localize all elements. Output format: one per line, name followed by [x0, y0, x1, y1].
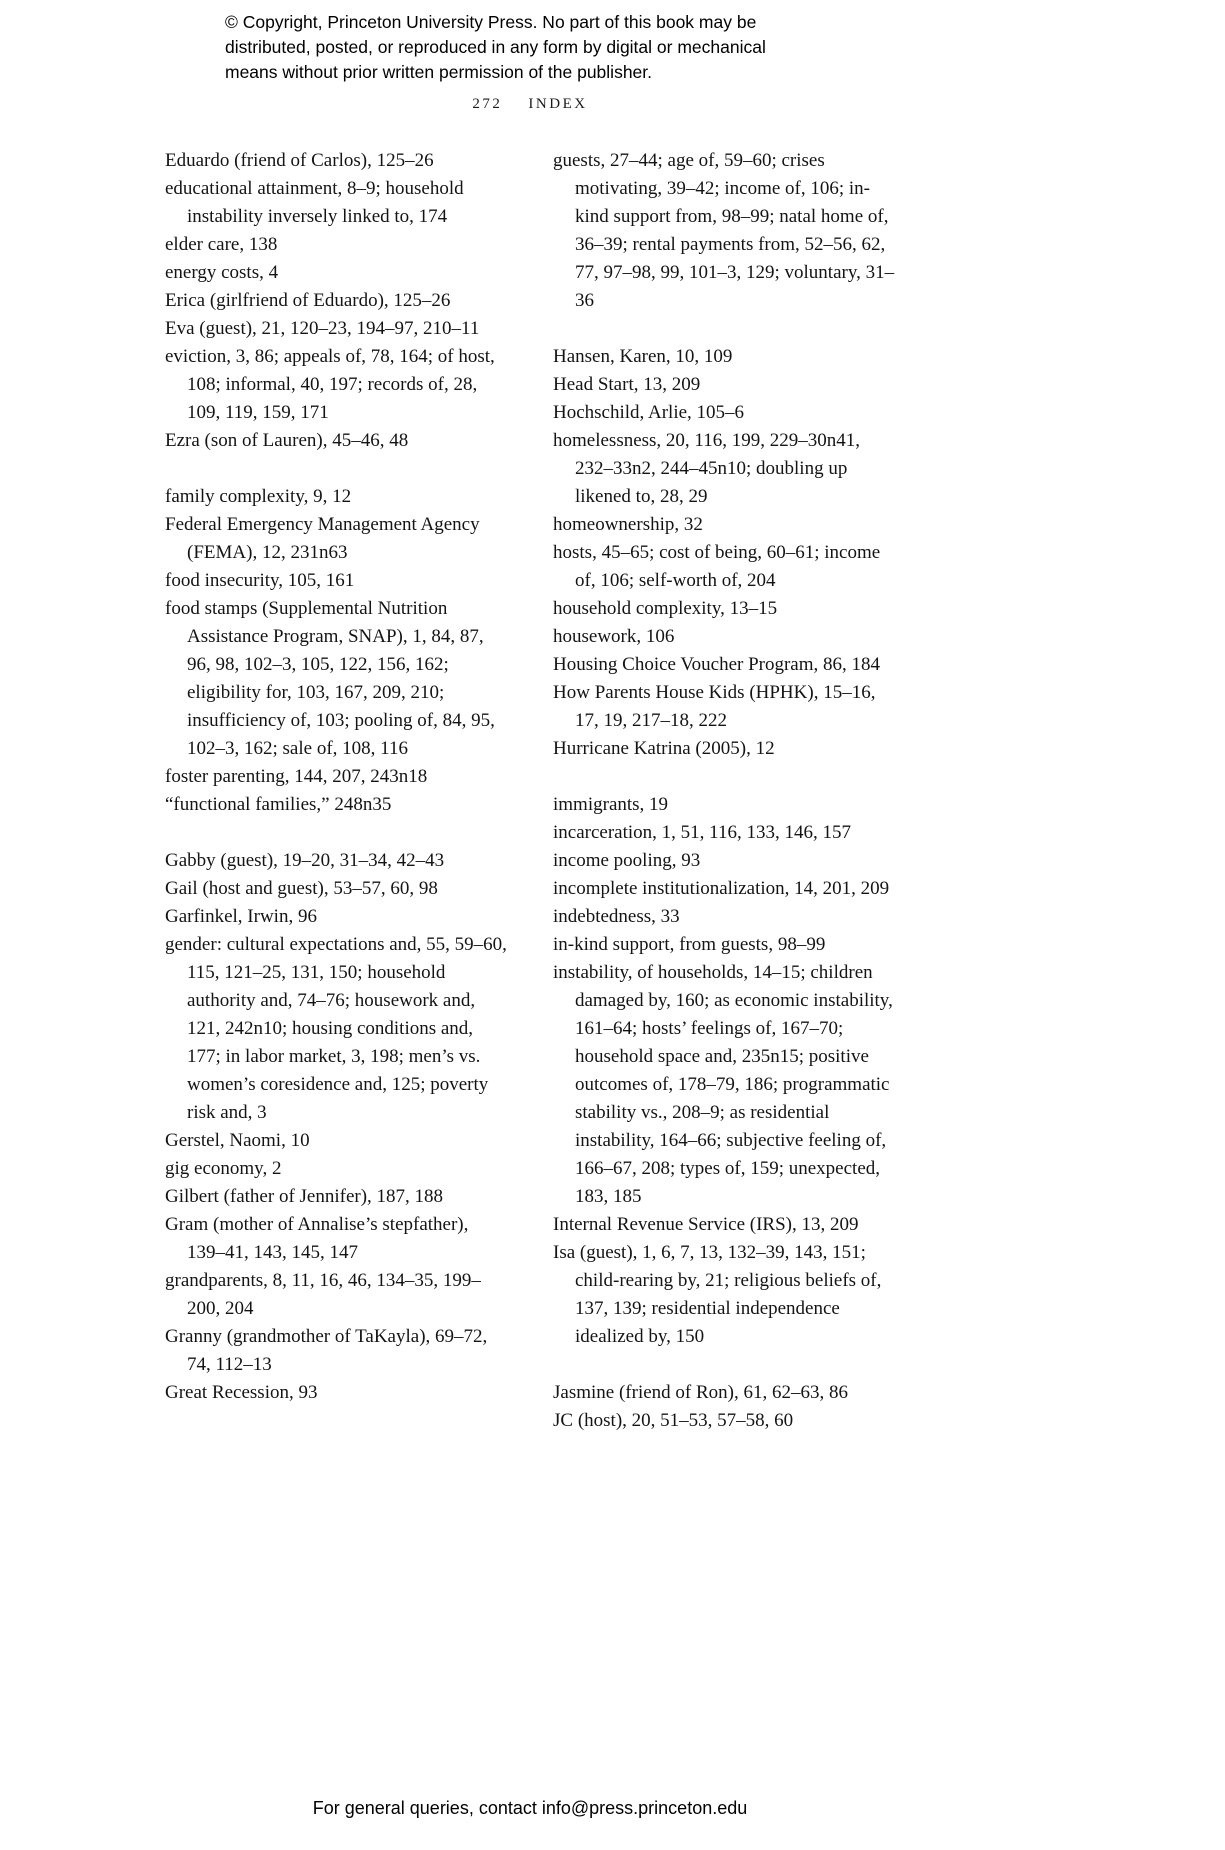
footer-contact: For general queries, contact info@press.princeton.edu [312, 1798, 748, 1818]
index-entry: Eva (guest), 21, 120–23, 194–97, 210–11 [165, 318, 480, 339]
index-columns [165, 147, 895, 1435]
index-entry: energy costs, 4 [165, 262, 279, 283]
index-entry: foster parenting, 144, 207, 243n18 [165, 766, 428, 787]
index-entry: Isa (guest), 1, 6, 7, 13, 132–39, 143, 151; child-rearing by, 21; religious beliefs of, 137, 139; residential independence idealized by, 150 [553, 1242, 882, 1347]
index-entry: incarceration, 1, 51, 116, 133, 146, 157 [553, 822, 851, 843]
index-entry: Hurricane Katrina (2005), 12 [553, 738, 775, 759]
index-entry: Jasmine (friend of Ron), 61, 62–63, 86 [553, 1382, 848, 1403]
index-entry: “functional families,” 248n35 [165, 794, 392, 815]
index-entry: Granny (grandmother of TaKayla), 69–72, 74, 112–13 [165, 1326, 488, 1375]
index-entry: Federal Emergency Management Agency (FEMA), 12, 231n63 [165, 514, 480, 563]
index-entry: immigrants, 19 [553, 794, 669, 815]
index-entry: food insecurity, 105, 161 [165, 570, 355, 591]
copyright-line: © Copyright, Princeton University Press. No part of this book may be [225, 12, 757, 32]
copyright-line: means without prior written permission of the publisher. [225, 62, 653, 82]
page-title: INDEX [528, 96, 588, 112]
index-entry: elder care, 138 [165, 234, 278, 255]
index-entry: Gabby (guest), 19–20, 31–34, 42–43 [165, 850, 445, 871]
copyright-notice [225, 10, 865, 85]
index-entry: incomplete institutionalization, 14, 201, 209 [553, 878, 890, 899]
index-entry: Gram (mother of Annalise’s stepfather), 139–41, 143, 145, 147 [165, 1214, 469, 1263]
index-entry: housework, 106 [553, 626, 675, 647]
index-entry: Gerstel, Naomi, 10 [165, 1130, 310, 1151]
index-entry: eviction, 3, 86; appeals of, 78, 164; of host, 108; informal, 40, 197; records of, 28, 109, 119, 159, 171 [165, 346, 495, 423]
index-entry: Erica (girlfriend of Eduardo), 125–26 [165, 290, 451, 311]
index-entry: Ezra (son of Lauren), 45–46, 48 [165, 430, 409, 451]
index-entry: Great Recession, 93 [165, 1382, 318, 1403]
index-entry: Gilbert (father of Jennifer), 187, 188 [165, 1186, 444, 1207]
index-entry: Gail (host and guest), 53–57, 60, 98 [165, 878, 438, 899]
index-entry: Head Start, 13, 209 [553, 374, 701, 395]
index-entry: family complexity, 9, 12 [165, 486, 352, 507]
index-entry: How Parents House Kids (HPHK), 15–16, 17, 19, 217–18, 222 [553, 682, 876, 731]
index-entry: homeownership, 32 [553, 514, 703, 535]
index-entry: guests, 27–44; age of, 59–60; crises motivating, 39–42; income of, 106; in-kind support from, 98–99; natal home of, 36–39; rental payments from, 52–56, 62, 77, 97–98, 99, 101–3, 129; voluntary, 31–36 [553, 150, 895, 311]
page-number: 272 [472, 96, 503, 112]
index-entry: hosts, 45–65; cost of being, 60–61; income of, 106; self-worth of, 204 [553, 542, 881, 591]
index-entry: gig economy, 2 [165, 1158, 282, 1179]
index-entry: household complexity, 13–15 [553, 598, 778, 619]
index-entry: Eduardo (friend of Carlos), 125–26 [165, 150, 434, 171]
index-left-column [165, 147, 511, 1435]
index-entry: instability, of households, 14–15; children damaged by, 160; as economic instability, 161–64; hosts’ feelings of, 167–70; household space and, 235n15; positive outcomes of, 178–79, 186; programmatic stability vs., 208–9; as residential instability, 164–66; subjective feeling of, 166–67, 208; types of, 159; unexpected, 183, 185 [553, 962, 893, 1207]
index-entry: Hansen, Karen, 10, 109 [553, 346, 733, 367]
index-entry: in-kind support, from guests, 98–99 [553, 934, 826, 955]
index-entry: Garfinkel, Irwin, 96 [165, 906, 317, 927]
index-entry: Housing Choice Voucher Program, 86, 184 [553, 654, 881, 675]
index-entry: grandparents, 8, 11, 16, 46, 134–35, 199–200, 204 [165, 1270, 481, 1319]
index-entry: gender: cultural expectations and, 55, 59–60, 115, 121–25, 131, 150; household authority and, 74–76; housework and, 121, 242n10; housing conditions and, 177; in labor market, 3, 198; men’s vs. women’s coresidence and, 125; poverty risk and, 3 [165, 934, 507, 1123]
index-entry: food stamps (Supplemental Nutrition Assistance Program, SNAP), 1, 84, 87, 96, 98, 102–3, 105, 122, 156, 162; eligibility for, 103, 167, 209, 210; insufficiency of, 103; pooling of, 84, 95, 102–3, 162; sale of, 108, 116 [165, 598, 495, 759]
index-entry: JC (host), 20, 51–53, 57–58, 60 [553, 1410, 794, 1431]
running-head [165, 96, 895, 113]
index-entry: indebtedness, 33 [553, 906, 680, 927]
index-right-column [553, 147, 895, 1435]
copyright-line: distributed, posted, or reproduced in any form by digital or mechanical [225, 37, 766, 57]
index-entry: homelessness, 20, 116, 199, 229–30n41, 232–33n2, 244–45n10; doubling up likened to, 28, 29 [553, 430, 860, 507]
index-entry: Internal Revenue Service (IRS), 13, 209 [553, 1214, 859, 1235]
index-entry: educational attainment, 8–9; household instability inversely linked to, 174 [165, 178, 464, 227]
index-entry: income pooling, 93 [553, 850, 701, 871]
index-entry: Hochschild, Arlie, 105–6 [553, 402, 745, 423]
